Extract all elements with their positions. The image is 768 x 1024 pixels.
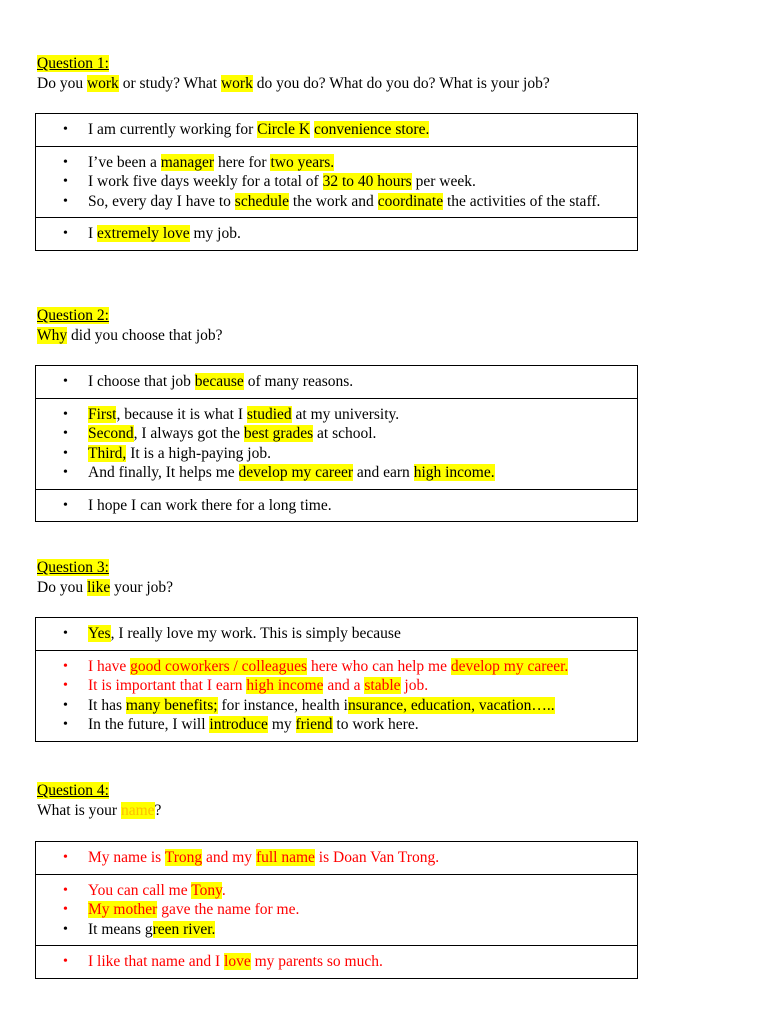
answer-row: [36, 842, 637, 874]
text-run: I: [88, 225, 98, 242]
bullet-item: [88, 881, 629, 901]
highlighted-text: introduce: [209, 716, 268, 733]
bullet-item: [88, 372, 629, 392]
bullet-item: [88, 496, 629, 516]
question-3-title: Question 3:: [37, 559, 109, 576]
text-run: your job?: [110, 579, 174, 596]
highlighted-text: because: [194, 373, 244, 390]
bullet-item: [88, 900, 629, 920]
highlighted-text: First: [88, 405, 117, 423]
bullet-list: [36, 952, 629, 972]
highlighted-text: Third,: [88, 444, 127, 462]
bullet-item: [88, 463, 629, 483]
text-run: my parents so much.: [250, 953, 383, 970]
answer-row: [36, 114, 637, 146]
highlighted-text: work: [220, 75, 253, 92]
text-run: So, every day I have to: [88, 192, 235, 210]
bullet-item: [88, 952, 629, 972]
answer-box-4: [35, 841, 638, 979]
answer-row: [36, 874, 637, 946]
answer-box-1: [35, 113, 638, 251]
highlighted-text: best grades: [243, 425, 314, 442]
text-run: job.: [400, 677, 429, 694]
question-1-title: Question 1:: [37, 55, 109, 72]
highlighted-text: Circle K: [257, 121, 311, 138]
text-run: do you do? What do you do? What is your job?: [252, 75, 550, 92]
bullet-list: [36, 496, 629, 516]
answer-row: [36, 398, 637, 489]
text-run: for instance, health i: [217, 696, 348, 714]
question-2-title: Question 2:: [37, 307, 109, 324]
text-run: to work here.: [332, 716, 419, 733]
text-run: my: [267, 716, 296, 733]
bullet-list: [36, 624, 629, 644]
text-run: the activities of the staff.: [443, 192, 601, 210]
text-run: , I really love my work. This is simply because: [110, 625, 401, 642]
highlighted-text: two years.: [270, 153, 335, 171]
highlighted-text: full name: [255, 849, 315, 866]
bullet-item: [88, 444, 629, 464]
bullet-item: [88, 848, 629, 868]
question-3-prompt: [37, 578, 173, 598]
highlighted-text: My mother: [88, 901, 158, 918]
highlighted-text: Tony: [191, 881, 222, 899]
text-run: My name is: [88, 849, 165, 866]
text-run: did you choose that job?: [67, 327, 223, 344]
answer-row: [36, 618, 637, 650]
bullet-item: [88, 172, 629, 192]
bullet-item: [88, 153, 629, 173]
text-run: the work and: [289, 192, 378, 210]
text-run: here who can help me: [307, 657, 451, 675]
text-run: gave the name for me.: [157, 901, 300, 918]
text-run: I have: [88, 657, 131, 675]
answer-box-3: [35, 617, 638, 742]
text-run: or study? What: [118, 75, 221, 92]
question-1-block: [37, 54, 550, 94]
highlighted-text: schedule: [234, 192, 290, 210]
bullet-list: [36, 153, 629, 212]
text-run: and earn: [353, 464, 414, 481]
text-run: at school.: [313, 425, 377, 442]
text-run: I hope I can work there for a long time.: [88, 496, 332, 514]
bullet-list: [36, 405, 629, 483]
highlighted-text: high income.: [413, 464, 495, 481]
highlighted-text: work: [86, 75, 119, 92]
answer-row: [36, 217, 637, 250]
bullet-list: [36, 224, 629, 244]
answer-row: [36, 650, 637, 741]
text-run: It has: [88, 696, 126, 714]
bullet-list: [36, 848, 629, 868]
question-3-block: [37, 558, 173, 598]
bullet-item: [88, 120, 629, 140]
highlighted-text: develop my career: [238, 464, 353, 481]
bullet-item: [88, 192, 629, 212]
text-run: It means g: [88, 920, 153, 938]
highlighted-text: reen river.: [152, 920, 216, 938]
bullet-item: [88, 657, 629, 677]
bullet-item: [88, 405, 629, 425]
bullet-item: [88, 920, 629, 940]
highlighted-text: friend: [295, 716, 333, 733]
bullet-list: [36, 881, 629, 940]
bullet-item: [88, 424, 629, 444]
text-run: I work five days weekly for a total of: [88, 173, 323, 190]
answer-row: [36, 146, 637, 218]
text-run: What is your: [37, 802, 121, 819]
text-run: And finally, It helps me: [88, 464, 239, 481]
highlighted-text: Second: [88, 425, 134, 442]
text-run: per week.: [411, 173, 476, 190]
bullet-item: [88, 676, 629, 696]
answer-box-2: [35, 365, 638, 522]
text-run: I choose that job: [88, 373, 195, 390]
bullet-list: [36, 657, 629, 735]
highlighted-text: coordinate: [377, 192, 444, 210]
highlighted-text: extremely love: [97, 225, 190, 242]
bullet-list: [36, 120, 629, 140]
highlighted-text: many benefits;: [125, 696, 218, 714]
text-run: is Doan Van Trong.: [314, 849, 440, 866]
text-run: I am currently working for: [88, 121, 258, 138]
highlighted-text: 32 to 40 hours: [322, 173, 412, 190]
text-run: , I always got the: [133, 425, 244, 442]
text-run: In the future, I will: [88, 716, 210, 733]
highlighted-text: high income: [246, 677, 324, 694]
text-run: You can call me: [88, 881, 192, 899]
highlighted-text: Why: [37, 327, 68, 344]
text-run: Do you: [37, 75, 87, 92]
text-run: Do you: [37, 579, 87, 596]
text-run: It is important that I earn: [88, 677, 247, 694]
text-run: here for: [214, 153, 271, 171]
text-run: and my: [202, 849, 256, 866]
highlighted-text: name: [120, 802, 155, 819]
highlighted-text: nsurance, education, vacation…..: [348, 696, 555, 714]
highlighted-text: manager: [160, 153, 215, 171]
highlighted-text: stable: [364, 677, 401, 694]
text-run: I like that name and I: [88, 953, 225, 970]
highlighted-text: love: [224, 953, 251, 970]
text-run: at my university.: [291, 405, 400, 423]
highlighted-text: develop my career.: [450, 657, 569, 675]
highlighted-text: Yes: [88, 625, 111, 642]
bullet-list: [36, 372, 629, 392]
answer-row: [36, 945, 637, 978]
text-run: It is a high-paying job.: [126, 444, 271, 462]
text-run: .: [221, 881, 226, 899]
highlighted-text: Trong: [164, 849, 203, 866]
bullet-item: [88, 696, 629, 716]
text-run: , because it is what I: [116, 405, 247, 423]
text-run: of many reasons.: [243, 373, 354, 390]
text-run: I’ve been a: [88, 153, 161, 171]
answer-row: [36, 366, 637, 398]
question-1-prompt: [37, 74, 550, 94]
highlighted-text: convenience store.: [313, 121, 430, 138]
text-run: ?: [154, 802, 162, 819]
question-4-title: Question 4:: [37, 782, 109, 799]
bullet-item: [88, 224, 629, 244]
text-run: my job.: [189, 225, 241, 242]
bullet-item: [88, 715, 629, 735]
question-4-block: [37, 781, 161, 821]
question-2-block: [37, 306, 223, 346]
answer-row: [36, 489, 637, 522]
question-4-prompt: [37, 801, 161, 821]
highlighted-text: like: [86, 579, 111, 596]
question-2-prompt: [37, 326, 223, 346]
text-run: and a: [323, 677, 365, 694]
highlighted-text: good coworkers / colleagues: [130, 657, 308, 675]
bullet-item: [88, 624, 629, 644]
highlighted-text: studied: [246, 405, 292, 423]
